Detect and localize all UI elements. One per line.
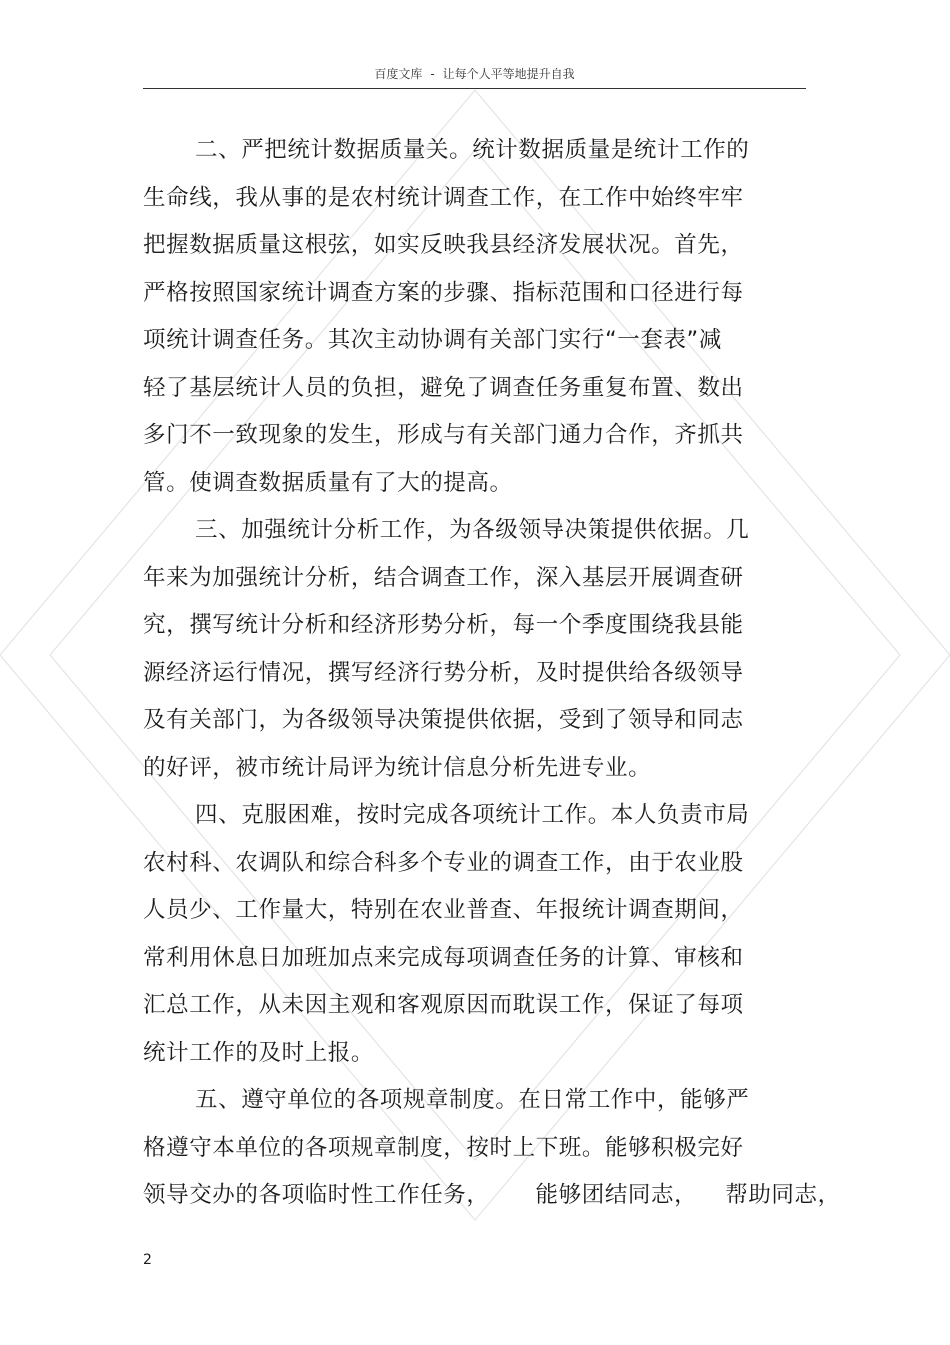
text-line: 汇总工作，从未因主观和客观原因而耽误工作，保证了每项	[143, 992, 744, 1018]
page-header	[143, 64, 806, 89]
text-segment: 帮助同志，	[725, 1182, 841, 1208]
text-line: 严格按照国家统计调查方案的步骤、指标范围和口径进行每	[143, 279, 744, 306]
text-line: 究，撰写统计分析和经济形势分析，每一个季度围绕我县能	[143, 612, 744, 638]
text-line: 统计工作的及时上报。	[143, 1039, 375, 1066]
document-body	[143, 127, 841, 1220]
paragraph-overcome-difficulties	[143, 792, 750, 1077]
text-line: 生命线，我从事的是农村统计调查工作，在工作中始终牢牢	[143, 184, 744, 211]
text-line: 及有关部门，为各级领导决策提供依据，受到了领导和同志	[143, 707, 744, 733]
text-line: 三、加强统计分析工作，为各级领导决策提供依据。几	[195, 517, 750, 543]
text-line: 源经济运行情况，撰写经济行势分析，及时提供给各级领导	[143, 659, 744, 686]
text-line: 四、克服困难，按时完成各项统计工作。本人负责市局	[195, 802, 750, 828]
header-slogan: 让每个人平等地提升自我	[442, 67, 575, 81]
text-segment: 能够团结同志，	[535, 1182, 698, 1208]
text-line: 多门不一致现象的发生，形成与有关部门通力合作，齐抓共	[143, 422, 744, 448]
text-line: 把握数据质量这根弦，如实反映我县经济发展状况。首先，	[143, 232, 744, 258]
header-site-name: 百度文库	[374, 67, 423, 81]
text-segment: 领导交办的各项临时性工作任务，	[143, 1182, 490, 1208]
text-line: 常利用休息日加班加点来完成每项调查任务的计算、审核和	[143, 944, 744, 971]
text-line: 五、遵守单位的各项规章制度。在日常工作中，能够严	[195, 1087, 750, 1113]
text-line: 格遵守本单位的各项规章制度，按时上下班。能够积极完好	[143, 1134, 744, 1161]
paragraph-statistical-analysis	[143, 507, 750, 792]
page-number: 2	[143, 1252, 152, 1268]
text-line: 的好评，被市统计局评为统计信息分析先进专业。	[143, 754, 652, 781]
text-line: 管。使调查数据质量有了大的提高。	[143, 469, 513, 496]
text-line: 二、严把统计数据质量关。统计数据质量是统计工作的	[195, 137, 750, 163]
paragraph-rules-compliance	[143, 1077, 841, 1220]
paragraph-data-quality	[143, 127, 750, 507]
text-line-split	[143, 1172, 841, 1220]
text-line: 项统计调查任务。其次主动协调有关部门实行“一套表”减	[143, 327, 722, 353]
text-line: 年来为加强统计分析，结合调查工作，深入基层开展调查研	[143, 564, 744, 591]
text-line: 农村科、农调队和综合科多个专业的调查工作，由于农业股	[143, 849, 744, 876]
text-line: 轻了基层统计人员的负担，避免了调查任务重复布置、数出	[143, 374, 744, 401]
header-separator: -	[430, 67, 435, 81]
text-line: 人员少、工作量大，特别在农业普查、年报统计调查期间，	[143, 897, 744, 923]
